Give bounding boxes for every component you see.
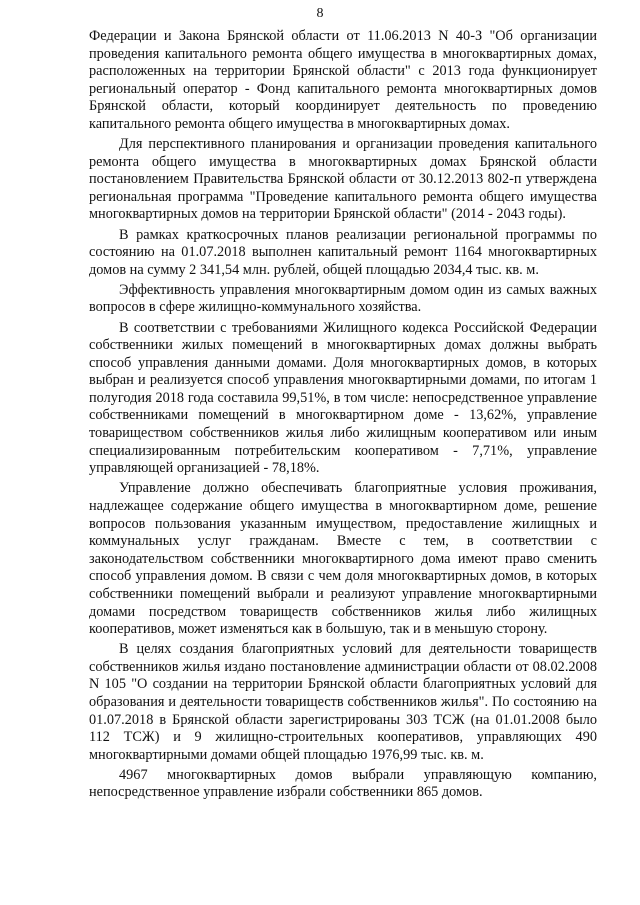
page-number: 8 [316, 6, 324, 21]
paragraph: В целях создания благоприятных условий для деятельности товариществ собственников жилья издано постановление администрации области от 08.02.2008 N 105 "О создании на территории Брянской области благоприятных условий для образования и деятельности товариществ собственников жилья". По состоянию на 01.07.2018 в Брянской области зарегистрированы 303 ТСЖ (на 01.01.2008 было 112 ТСЖ) и 9 жилищно-строительных кооперативов, управляющих 490 многоквартирными домами общей площадью 1976,99 тыс. кв. м. [89, 641, 597, 763]
paragraph: В соответствии с требованиями Жилищного кодекса Российской Федерации собственники жилых помещений в многоквартирных домах должны выбрать способ управления данными домами. Доля многоквартирных домов, в которых выбран и реализуется способ управления многоквартирными домами, по итогам 1 полугодия 2018 года составила 99,51%, в том числе: непосредственное управление собственниками помещений в многоквартирном доме - 13,62%, управление товариществом собственников жилья либо жилищным кооперативом или иным специализированным потребительским кооперативом - 7,71%, управление управляющей организацией - 78,18%. [89, 319, 597, 477]
document-body [89, 28, 597, 805]
paragraph: Для перспективного планирования и организации проведения капитального ремонта общего имущества в многоквартирных домах Брянской области постановлением Правительства Брянской области от 30.12.2013 802-п утверждена региональная программа "Проведение капитального ремонта общего имущества многоквартирных домов на территории Брянской области" (2014 - 2043 годы). [89, 136, 597, 223]
paragraph: 4967 многоквартирных домов выбрали управляющую компанию, непосредственное управление избрали собственники 865 домов. [89, 766, 597, 801]
paragraph: Федерации и Закона Брянской области от 11.06.2013 N 40-З "Об организации проведения капитального ремонта общего имущества в многоквартирных домах, расположенных на территории Брянской области" с 2013 года функционирует региональный оператор - Фонд капитального ремонта многоквартирных домов Брянской области, который координирует деятельность по проведению капитального ремонта общего имущества в многоквартирных домах. [89, 28, 597, 132]
paragraph: Управление должно обеспечивать благоприятные условия проживания, надлежащее содержание общего имущества в многоквартирном доме, решение вопросов пользования указанным имуществом, предоставление жилищных и коммунальных услуг гражданам. Вместе с тем, в соответствии с законодательством собственники многоквартирного дома имеют право сменить способ управления домом. В связи с чем доля многоквартирных домов, в которых собственники помещений выбрали и реализуют управление многоквартирными домами посредством товариществ собственников жилья либо жилищных кооперативов, может изменяться как в большую, так и в меньшую сторону. [89, 480, 597, 638]
paragraph: В рамках краткосрочных планов реализации региональной программы по состоянию на 01.07.2018 выполнен капитальный ремонт 1164 многоквартирных домов на сумму 2 341,54 млн. рублей, общей площадью 2034,4 тыс. кв. м. [89, 226, 597, 278]
paragraph: Эффективность управления многоквартирным домом один из самых важных вопросов в сфере жилищно-коммунального хозяйства. [89, 281, 597, 316]
